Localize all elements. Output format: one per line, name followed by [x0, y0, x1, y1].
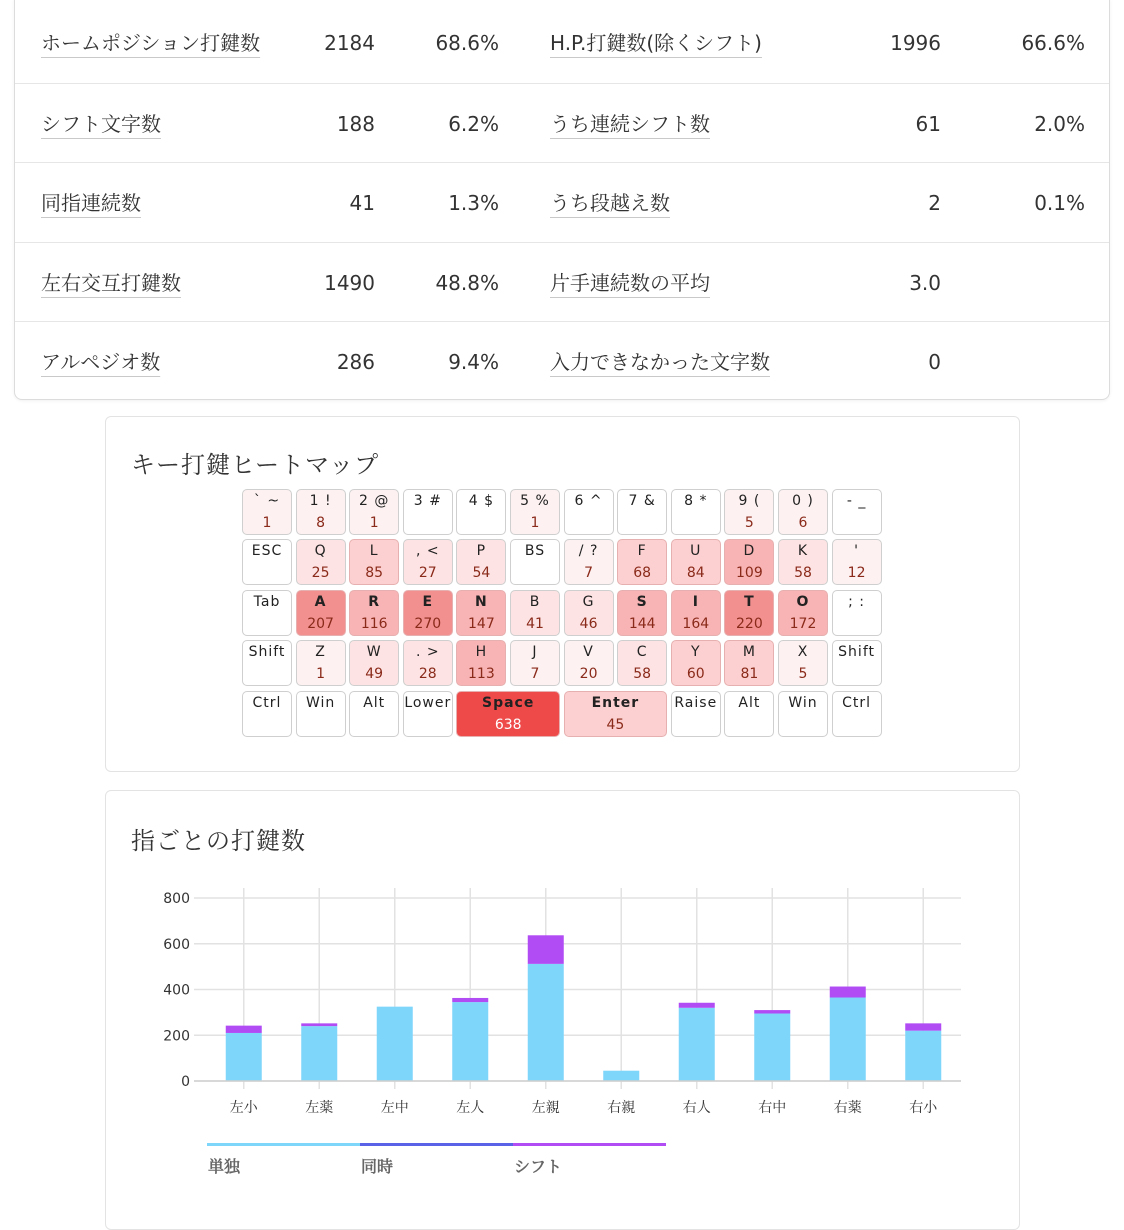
key-,-< [403, 539, 453, 585]
key-label: Q [314, 543, 327, 560]
bar-単独-左親 [528, 964, 564, 1081]
key-7-& [617, 489, 667, 535]
key-count: 7 [530, 666, 540, 683]
key-i [671, 590, 721, 636]
key-count: 8 [316, 515, 326, 531]
key-label: 9 ( [738, 493, 761, 509]
key-/-? [564, 539, 614, 585]
bar-単独-右中 [754, 1014, 790, 1081]
bar-シフト-左人 [452, 998, 488, 1002]
key-label: S [636, 593, 648, 610]
keyboard-heatmap [242, 489, 892, 739]
key-x [778, 640, 828, 686]
x-tick-label: 右薬 [833, 1100, 862, 1116]
key-count: 68 [633, 565, 652, 582]
key-count: 172 [789, 615, 817, 632]
key-alt [349, 691, 399, 737]
key-count: 5 [798, 666, 808, 683]
key-label: J [532, 644, 538, 661]
bar-シフト-右薬 [830, 987, 866, 998]
key-count: 58 [794, 565, 812, 582]
key-count: 81 [740, 666, 759, 683]
key-v [564, 640, 614, 686]
key-label: O [796, 593, 810, 610]
stat-value-left: 188 [336, 111, 375, 136]
key-count: 164 [682, 615, 710, 632]
bar-単独-左中 [377, 1007, 413, 1081]
key-label: V [583, 644, 594, 661]
bar-単独-左薬 [301, 1026, 337, 1081]
key-count: 1 [316, 666, 326, 683]
key-win [778, 691, 828, 737]
key-label: E [422, 593, 434, 610]
stat-label-left: ホームポジション打鍵数 [41, 31, 261, 55]
key-count: 12 [847, 565, 866, 582]
key-label: Tab [253, 593, 281, 610]
key-label: - _ [846, 493, 867, 509]
bar-単独-右小 [905, 1031, 941, 1081]
key-label: . > [415, 644, 440, 661]
key-label: K [797, 543, 809, 560]
bar-単独-左人 [452, 1002, 488, 1081]
key-label: ` ~ [253, 493, 281, 509]
key-t [724, 590, 774, 636]
key-count: 49 [365, 666, 384, 683]
bar-シフト-右人 [679, 1003, 715, 1008]
key-p [456, 539, 506, 585]
key-count: 638 [494, 716, 522, 733]
key-count: 220 [736, 615, 763, 632]
stats-row [15, 83, 1109, 164]
heatmap-card [105, 416, 1020, 772]
bar-シフト-右中 [754, 1010, 790, 1013]
key-count: 54 [472, 565, 491, 582]
stat-pct-left: 48.8% [435, 270, 499, 295]
key-bs [510, 539, 560, 585]
key-count: 45 [606, 716, 625, 733]
key-label: Y [691, 644, 701, 661]
key-label: W [366, 644, 382, 661]
key-label: Z [315, 644, 326, 661]
key-u [671, 539, 721, 585]
key-d [724, 539, 774, 585]
stat-label-right: H.P.打鍵数(除くシフト) [550, 31, 762, 55]
key-label: 7 & [628, 493, 656, 509]
key-label: , < [415, 543, 440, 560]
key-shift [242, 640, 292, 686]
stat-pct-right: 0.1% [1034, 191, 1085, 216]
stat-label-left: シフト文字数 [41, 111, 161, 136]
stat-value-left: 286 [336, 350, 375, 375]
stat-value-left: 2184 [324, 31, 375, 55]
key-label: Alt [738, 694, 761, 711]
key-count: 27 [418, 565, 437, 582]
key-label: 1 ! [309, 493, 332, 509]
legend-label: 単独 [208, 1157, 241, 1176]
key-enter [564, 691, 668, 737]
key-count: 207 [307, 615, 334, 632]
key-l [349, 539, 399, 585]
stat-label-right: うち段越え数 [550, 191, 670, 216]
key-.-> [403, 640, 453, 686]
finger-chart-title: 指ごとの打鍵数 [131, 827, 306, 855]
key-count: 28 [418, 666, 437, 683]
key-shift [832, 640, 882, 686]
key-count: 1 [530, 515, 540, 531]
bar-シフト-左親 [528, 935, 564, 964]
stat-value-left: 1490 [324, 270, 375, 295]
legend-swatch-単独 [207, 1143, 360, 1146]
key-count: 20 [579, 666, 598, 683]
key-label: G [582, 593, 595, 610]
key-ctrl [242, 691, 292, 737]
legend-label: 同時 [361, 1157, 394, 1176]
key-label: ; : [848, 593, 866, 610]
key-ctrl [832, 691, 882, 737]
key-r [349, 590, 399, 636]
key-label: Alt [363, 694, 386, 711]
key-count: 113 [468, 666, 495, 683]
x-tick-label: 右人 [682, 1100, 711, 1116]
key-count: 25 [311, 565, 330, 582]
key-label: Ctrl [842, 694, 872, 711]
key-count: 60 [686, 666, 705, 683]
key-count: 7 [584, 565, 594, 582]
stat-label-right: 片手連続数の平均 [550, 270, 710, 295]
key-label: Space [482, 694, 535, 711]
key-label: L [369, 543, 379, 560]
key-label: Enter [591, 694, 640, 711]
key-label: 3 # [413, 493, 442, 509]
x-tick-label: 左親 [531, 1100, 560, 1116]
key-h [456, 640, 506, 686]
key-label: B [529, 593, 541, 610]
y-tick-label: 400 [163, 982, 190, 999]
key-label: Win [788, 694, 818, 711]
key-9-( [724, 489, 774, 535]
key-s [617, 590, 667, 636]
key-o [778, 590, 828, 636]
key-label: BS [524, 543, 546, 560]
stat-pct-left: 9.4% [448, 350, 499, 375]
key-label: Shift [248, 644, 286, 661]
key-raise [671, 691, 721, 737]
key-label: 8 * [684, 493, 708, 509]
stat-value-right: 2 [928, 191, 941, 216]
key-count: 58 [633, 666, 652, 683]
key-' [832, 539, 882, 585]
stats-table [14, 0, 1110, 400]
bar-シフト-左小 [226, 1026, 262, 1033]
legend-swatch-同時 [360, 1143, 513, 1146]
key-count: 46 [579, 615, 598, 632]
stat-label-right: うち連続シフト数 [550, 111, 710, 136]
key-label: T [744, 593, 755, 610]
key-label: 2 @ [359, 493, 390, 509]
stat-value-right: 3.0 [909, 270, 941, 295]
stats-row [15, 242, 1109, 323]
key-`-~ [242, 489, 292, 535]
key-label: F [637, 543, 647, 560]
key-win [296, 691, 346, 737]
bar-シフト-左薬 [301, 1023, 337, 1026]
key-label: Raise [674, 694, 718, 711]
key-alt [724, 691, 774, 737]
finger-chart-card [105, 790, 1020, 1230]
y-tick-label: 0 [181, 1074, 190, 1090]
key-count: 1 [369, 515, 379, 531]
key-5-% [510, 489, 560, 535]
key-label: D [743, 543, 756, 560]
stat-value-right: 1996 [890, 31, 941, 55]
stat-pct-left: 1.3% [448, 191, 499, 216]
bar-単独-右薬 [830, 998, 866, 1081]
key-label: Win [305, 694, 336, 711]
x-tick-label: 右中 [758, 1100, 787, 1116]
key-count: 116 [360, 615, 388, 632]
key-count: 6 [798, 515, 808, 531]
x-tick-label: 左薬 [305, 1100, 334, 1116]
key-f [617, 539, 667, 585]
key-6-^ [564, 489, 614, 535]
key---_ [832, 489, 882, 535]
stat-pct-right: 66.6% [1021, 31, 1085, 55]
heatmap-title: キー打鍵ヒートマップ [131, 451, 380, 479]
stat-pct-left: 6.2% [448, 111, 499, 136]
y-tick-label: 600 [163, 936, 190, 953]
key-label: 4 $ [468, 493, 495, 509]
key-count: 270 [414, 615, 442, 632]
stat-value-right: 61 [915, 111, 941, 136]
key-label: ESC [251, 543, 283, 560]
key-n [456, 590, 506, 636]
key-8-* [671, 489, 721, 535]
key-label: A [314, 593, 327, 610]
stat-pct-left: 68.6% [435, 31, 499, 55]
key-1-! [296, 489, 346, 535]
x-tick-label: 右小 [909, 1100, 938, 1116]
key-w [349, 640, 399, 686]
key-label: H [475, 644, 488, 661]
key-label: C [636, 644, 648, 661]
y-tick-label: 800 [163, 891, 190, 907]
key-count: 5 [744, 515, 754, 531]
key-esc [242, 539, 292, 585]
key-0-) [778, 489, 828, 535]
finger-bar-chart [106, 791, 1019, 1201]
key-label: X [797, 644, 809, 661]
key-label: Ctrl [252, 694, 282, 711]
key-lower [403, 691, 453, 737]
key-label: P [476, 543, 487, 560]
key-m [724, 640, 774, 686]
stat-label-right: 入力できなかった文字数 [550, 350, 770, 375]
stats-row [15, 3, 1109, 83]
key-count: 144 [628, 615, 656, 632]
x-tick-label: 右親 [607, 1100, 636, 1116]
key-count: 41 [526, 615, 544, 632]
key-tab [242, 590, 292, 636]
bar-単独-左小 [226, 1033, 262, 1081]
key-c [617, 640, 667, 686]
stat-pct-right: 2.0% [1034, 111, 1085, 136]
stat-label-left: 左右交互打鍵数 [41, 270, 181, 295]
key-label: U [690, 543, 702, 560]
stat-label-left: アルペジオ数 [41, 350, 161, 375]
key-count: 147 [468, 615, 495, 632]
key-4-$ [456, 489, 506, 535]
key-count: 109 [736, 565, 763, 582]
y-tick-label: 200 [163, 1028, 190, 1045]
key-b [510, 590, 560, 636]
key-label: 6 ^ [574, 493, 603, 509]
key-;-: [832, 590, 882, 636]
key-count: 1 [262, 515, 272, 531]
key-label: 5 % [520, 493, 550, 509]
key-e [403, 590, 453, 636]
legend-swatch-シフト [513, 1143, 666, 1146]
stats-row [15, 321, 1109, 402]
key-k [778, 539, 828, 585]
key-label: Shift [838, 644, 875, 661]
key-2-@ [349, 489, 399, 535]
stats-row [15, 162, 1109, 243]
key-j [510, 640, 560, 686]
key-label: I [692, 593, 699, 610]
key-label: Lower [404, 694, 452, 711]
x-tick-label: 左中 [380, 1100, 409, 1116]
stat-value-left: 41 [349, 191, 375, 216]
legend-label: シフト [514, 1157, 563, 1176]
key-a [296, 590, 346, 636]
key-count: 85 [365, 565, 384, 582]
key-label: M [742, 644, 756, 661]
key-y [671, 640, 721, 686]
x-tick-label: 左小 [229, 1100, 258, 1116]
key-g [564, 590, 614, 636]
key-label: R [368, 593, 381, 610]
key-q [296, 539, 346, 585]
key-label: 0 ) [792, 493, 814, 509]
bar-単独-右人 [679, 1008, 715, 1081]
key-count: 84 [686, 565, 705, 582]
key-label: / ? [578, 543, 599, 560]
x-tick-label: 左人 [456, 1100, 485, 1116]
key-space [456, 691, 560, 737]
stat-value-right: 0 [928, 350, 941, 375]
bar-シフト-右小 [905, 1023, 941, 1030]
key-label: N [475, 593, 488, 610]
key-z [296, 640, 346, 686]
key-3-# [403, 489, 453, 535]
bar-単独-右親 [603, 1071, 639, 1081]
key-label: ' [854, 543, 860, 560]
stat-label-left: 同指連続数 [41, 191, 141, 216]
